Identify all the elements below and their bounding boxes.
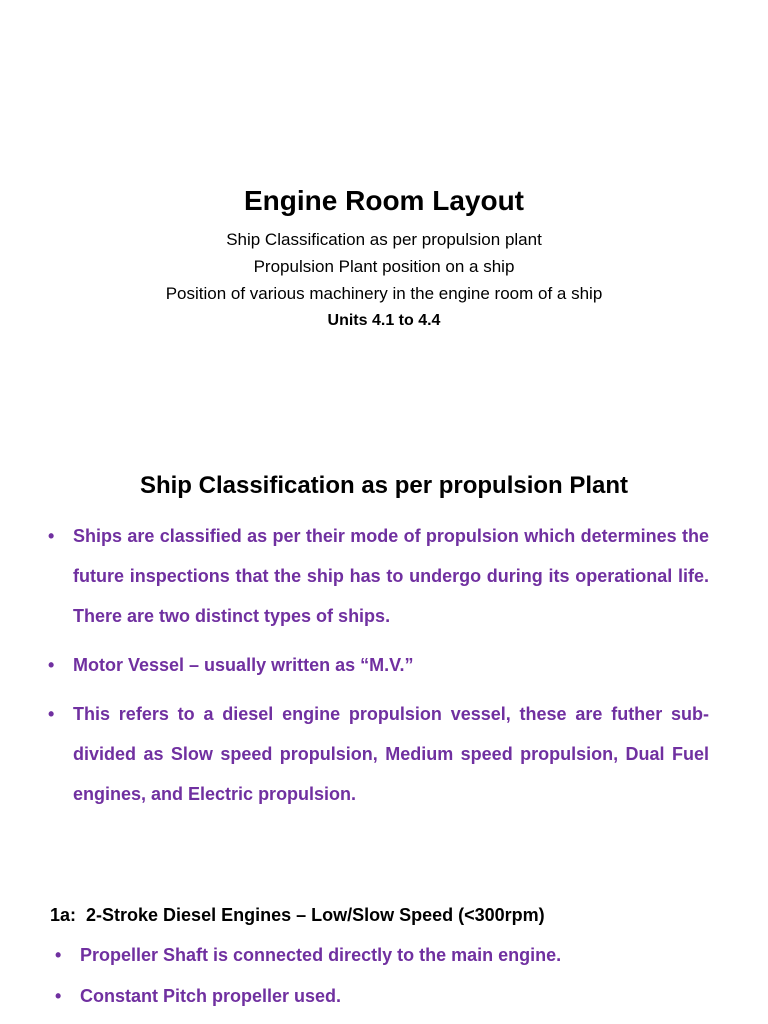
bullet-icon: • <box>48 526 55 546</box>
bullet-text: Propeller Shaft is connected directly to the main engine. <box>80 945 562 965</box>
list-item <box>55 981 716 1011</box>
bullet-text: This refers to a diesel engine propulsion vessel, these are futher sub-divided as Slow speed propulsion, Medium speed propulsion, Dual Fuel engines, and Electric propulsion. <box>73 704 709 804</box>
subtitle-line: Ship Classification as per propulsion plant <box>226 230 542 249</box>
units-label: Units 4.1 to 4.4 <box>327 312 441 329</box>
engine-heading: 1a: 2-Stroke Diesel Engines – Low/Slow Speed (<300rpm) <box>50 905 545 925</box>
classification-bullet-list <box>48 516 709 823</box>
subtitle-line: Propulsion Plant position on a ship <box>253 257 515 276</box>
list-item <box>48 645 709 685</box>
title-slide <box>0 0 768 430</box>
bullet-icon: • <box>55 945 62 965</box>
classification-heading: Ship Classification as per propulsion Plant <box>139 472 629 499</box>
list-item <box>48 516 709 636</box>
subtitle-line: Position of various machinery in the engine room of a ship <box>165 284 603 303</box>
engine-slide <box>0 880 768 1024</box>
slide-title: Engine Room Layout <box>244 185 524 216</box>
classification-slide <box>0 460 768 840</box>
bullet-text: Ships are classified as per their mode of propulsion which determines the future inspections that the ship has to undergo during its operational life. There are two distinct types of ships. <box>73 526 709 626</box>
engine-bullet-list <box>55 940 716 1022</box>
list-item <box>48 694 709 814</box>
bullet-text: Constant Pitch propeller used. <box>80 986 342 1006</box>
bullet-icon: • <box>48 704 55 724</box>
bullet-text: Motor Vessel – usually written as “M.V.” <box>73 655 414 675</box>
list-item <box>55 940 716 970</box>
bullet-icon: • <box>55 986 62 1006</box>
subtitle-block <box>0 226 768 334</box>
bullet-icon: • <box>48 655 55 675</box>
